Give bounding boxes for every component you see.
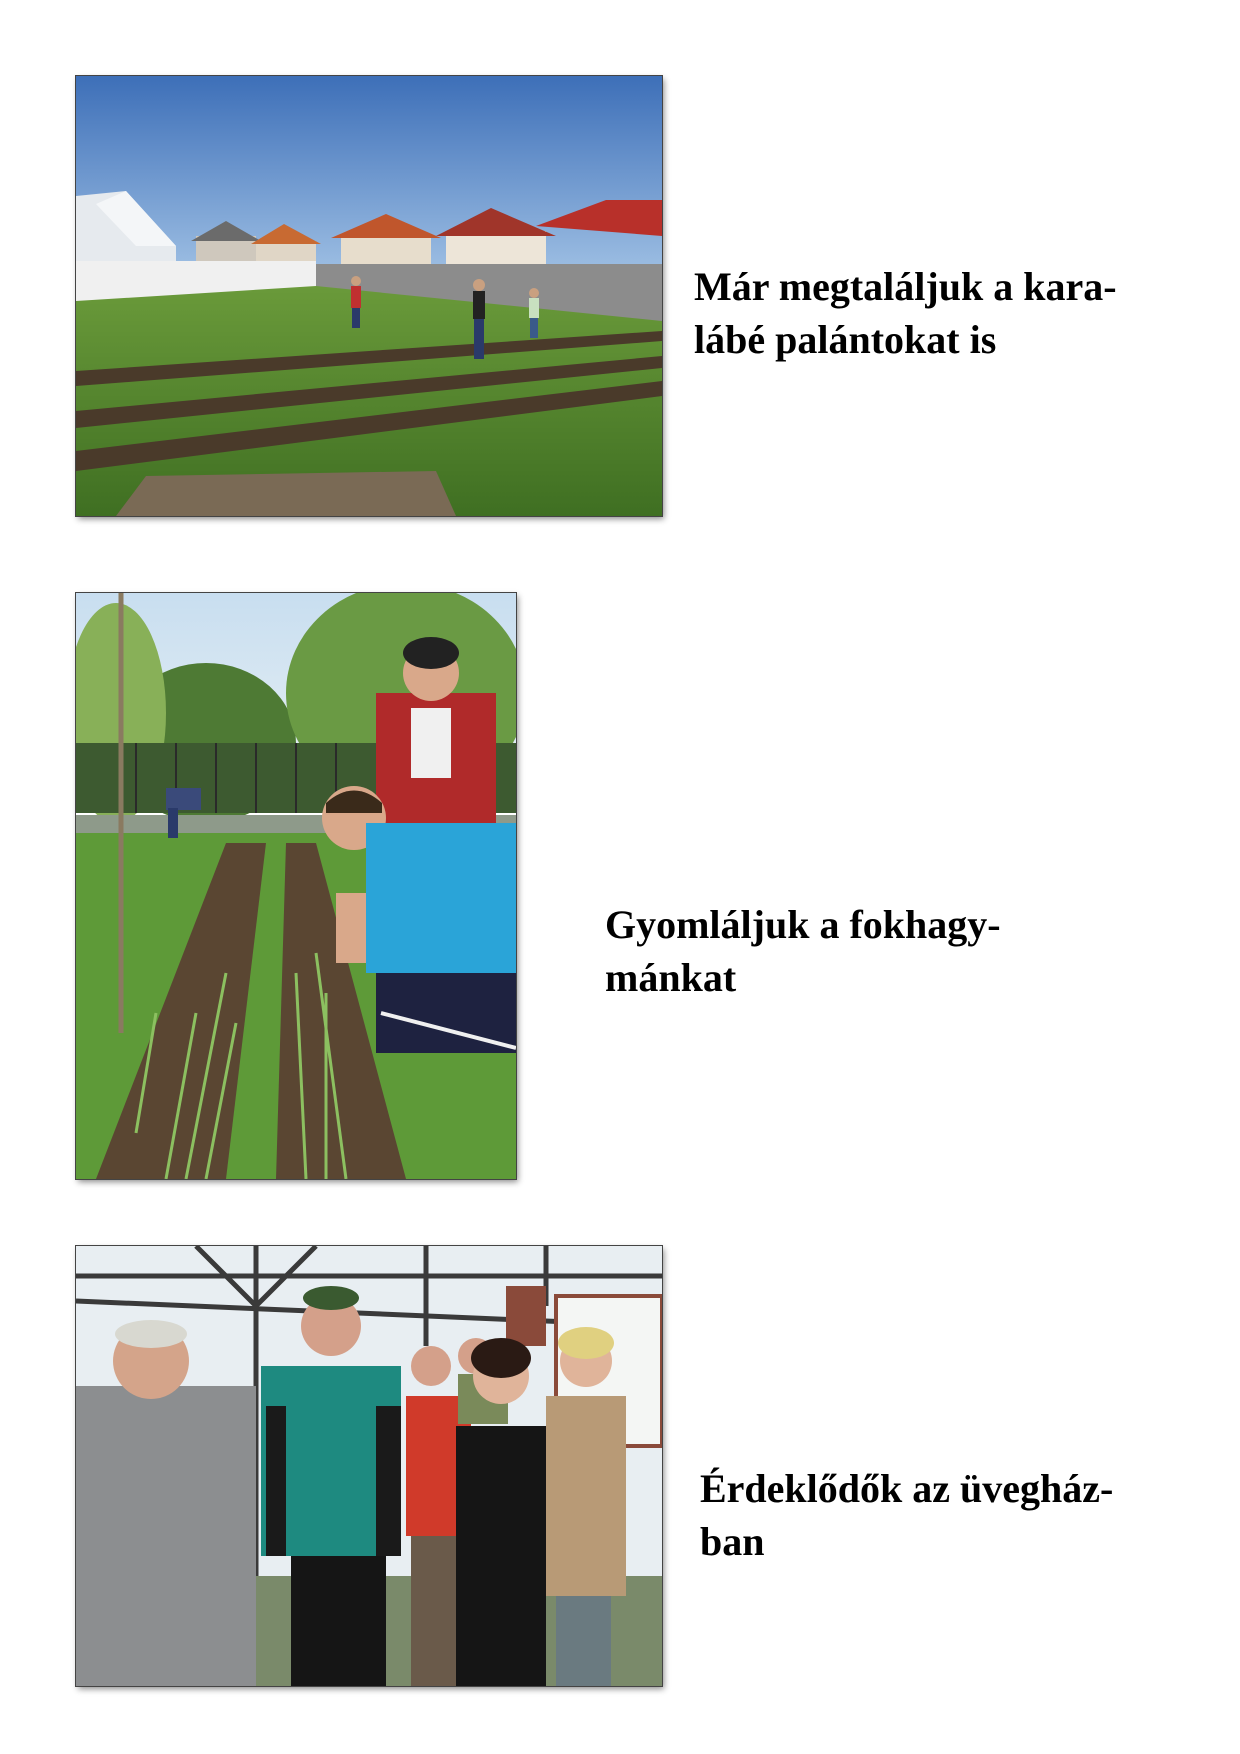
photo-garlic-weeding bbox=[76, 593, 516, 1179]
caption-greenhouse bbox=[700, 1462, 1113, 1568]
caption-garlic bbox=[605, 898, 1001, 1004]
photo-kohlrabi-field-image bbox=[76, 76, 662, 516]
photo-kohlrabi-field bbox=[76, 76, 662, 516]
caption-garlic-line2: mánkat bbox=[605, 955, 737, 1000]
photo-garlic-weeding-image bbox=[76, 593, 516, 1179]
caption-greenhouse-line1: Érdeklődők az üvegház- bbox=[700, 1466, 1114, 1511]
caption-kohlrabi bbox=[694, 260, 1117, 366]
caption-kohlrabi-line2: lábé palántokat is bbox=[694, 317, 997, 362]
photo-greenhouse-visitors bbox=[76, 1246, 662, 1686]
caption-garlic-line1: Gyomláljuk a fokhagy- bbox=[605, 902, 1001, 947]
caption-kohlrabi-line1: Már megtaláljuk a kara- bbox=[694, 264, 1117, 309]
photo-greenhouse-visitors-image bbox=[76, 1246, 662, 1686]
caption-greenhouse-line2: ban bbox=[700, 1519, 765, 1564]
